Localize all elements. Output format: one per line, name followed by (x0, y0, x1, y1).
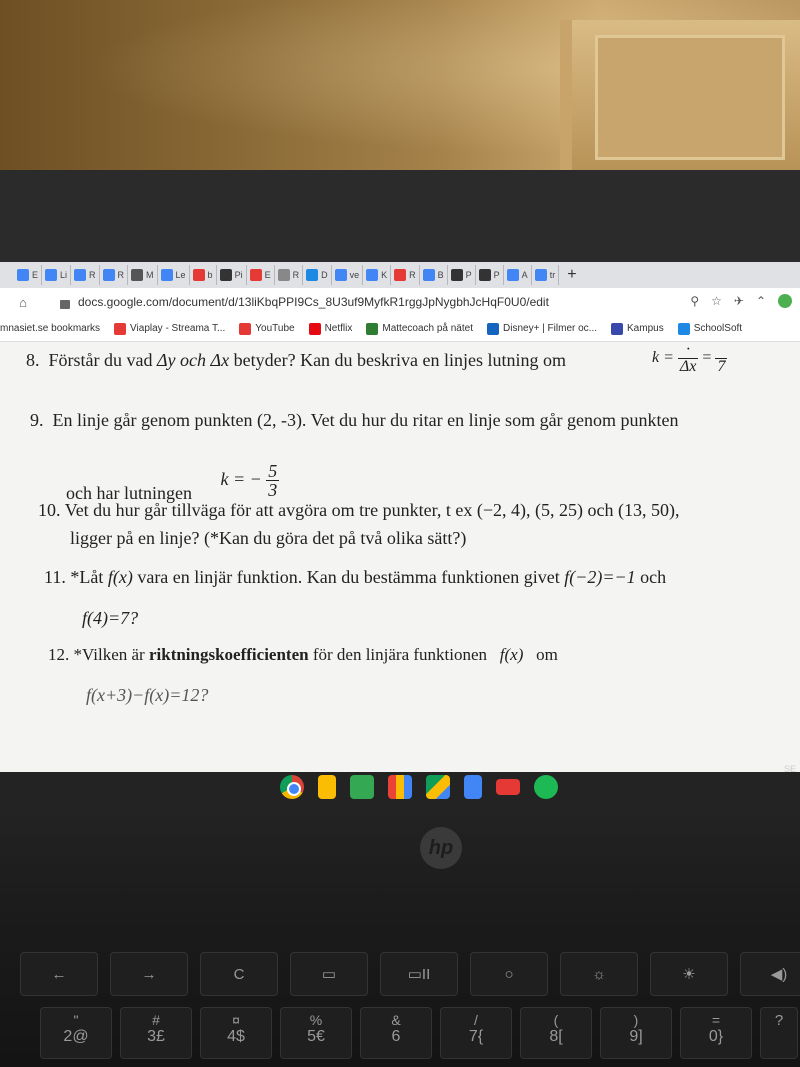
tab-label: Le (175, 270, 186, 280)
star-icon[interactable]: ☆ (711, 294, 722, 308)
key-lower-label: 9] (629, 1028, 643, 1045)
globe-icon (131, 269, 143, 281)
question-12 (48, 645, 558, 665)
key-upper-label: ¤ (232, 1012, 240, 1028)
key-upper-label: ? (774, 1012, 784, 1029)
question-number: 8. (26, 350, 40, 370)
q12-mid: för den linjära funktionen (312, 645, 488, 664)
delta-x: Δx (210, 350, 230, 370)
grid-icon (451, 269, 463, 281)
tab-label: P (465, 270, 472, 280)
question-number: 9. (30, 410, 44, 430)
question-11 (44, 567, 666, 588)
q9-formula (220, 461, 279, 500)
question-number: 12. (48, 645, 70, 664)
gmail-icon[interactable] (388, 775, 412, 799)
browser-tab[interactable] (476, 265, 504, 285)
docs-icon (74, 269, 86, 281)
q9-line2: och har lutningen (66, 482, 192, 503)
tab-label: E (32, 270, 39, 280)
laptop-bezel (0, 170, 800, 262)
tab-label: R (292, 270, 300, 280)
bookmark-item[interactable] (0, 323, 100, 334)
browser-tab[interactable] (100, 265, 129, 285)
q10-line2-wrap (70, 528, 466, 549)
os-shelf (0, 764, 800, 817)
keep-icon[interactable] (318, 775, 336, 799)
browser-tab[interactable] (504, 265, 532, 285)
key-lower-label: 8[ (549, 1028, 563, 1045)
tab-label: P (493, 270, 500, 280)
bookmark-label: Disney+ | Filmer oc... (503, 323, 598, 334)
q9-k-expr: k = − (220, 468, 262, 489)
zoom-icon[interactable]: ⚲ (690, 294, 700, 308)
function-key[interactable]: ← (20, 952, 98, 996)
function-key[interactable]: ☀ (650, 952, 728, 996)
tab-label: Li (60, 270, 68, 280)
number-key[interactable] (440, 1007, 512, 1059)
pin-icon[interactable]: ✈ (733, 294, 744, 308)
function-key[interactable]: ☼ (560, 952, 638, 996)
plus-red-icon (193, 269, 205, 281)
browser-tab[interactable] (448, 265, 476, 285)
function-key[interactable]: → (110, 952, 188, 996)
google-icon (535, 269, 547, 281)
hp-logo: hp (420, 827, 462, 869)
google-icon (335, 269, 347, 281)
browser-tab[interactable] (247, 265, 275, 285)
browser-tab[interactable] (190, 265, 217, 285)
tab-label: M (146, 270, 154, 280)
browser-tab[interactable] (420, 265, 448, 285)
bookmark-label: Kampus (627, 323, 664, 334)
bookmark-item[interactable] (611, 323, 664, 335)
pen-icon (278, 269, 290, 281)
browser-tab[interactable] (332, 265, 364, 285)
number-key[interactable] (760, 1007, 798, 1059)
bookmark-label: YouTube (255, 323, 295, 334)
q9-fraction: $\frac{5}{3}$ (268, 461, 278, 500)
key-upper-label: ) (633, 1012, 639, 1028)
tab-label: tr (549, 270, 556, 280)
question-10 (38, 500, 679, 521)
q11-cond2: f(4)=7? (82, 608, 139, 628)
function-key[interactable]: ◀) (740, 952, 800, 996)
q8-k-expr: k = (652, 349, 674, 367)
q12-equation: f(x+3)−f(x)=12? (86, 685, 209, 705)
document-page (0, 342, 800, 772)
q12-equation-wrap (86, 685, 208, 706)
q10-line1: Vet du hur går tillväga för att avgöra om tre punkter, t ex (−2, 4), (5, 25) och (13, 50), (64, 500, 680, 520)
q11-line2-wrap (82, 608, 138, 629)
netflix-icon (309, 323, 321, 335)
tab-label: ve (349, 270, 360, 280)
number-key[interactable] (680, 1007, 752, 1059)
q9-line2-wrap (66, 452, 278, 503)
bookmark-item[interactable] (239, 323, 294, 335)
kampus-icon (611, 323, 623, 335)
browser-tab[interactable] (303, 265, 332, 285)
q8-eq: = (702, 349, 712, 367)
q8-fraction-1: $\frac{\cdot}{\Delta x}$ (679, 341, 697, 375)
function-key[interactable]: ▭II (380, 952, 458, 996)
key-upper-label: / (474, 1012, 478, 1028)
mattecoach-icon (366, 323, 378, 335)
key-lower-label: 3£ (147, 1028, 165, 1045)
google-icon (366, 269, 378, 281)
key-upper-label: " (73, 1012, 79, 1028)
tab-label: E (264, 270, 271, 280)
q12-om: om (536, 645, 558, 664)
bookmark-item[interactable] (678, 323, 742, 335)
q8-formula (652, 342, 727, 375)
address-bar[interactable] (0, 288, 800, 316)
browser-tab[interactable] (275, 265, 304, 285)
docs-icon (161, 269, 173, 281)
number-key[interactable] (520, 1007, 592, 1059)
q9-line1: En linje går genom punkten (2, -3). Vet du hur du ritar en linje som går genom punkten (52, 410, 679, 430)
q11-fx: f(x) (107, 567, 133, 587)
bookmark-label: Mattecoach på nätet (382, 323, 473, 334)
bookmark-item[interactable] (309, 323, 353, 335)
q12-bold: riktningskoefficienten (148, 645, 309, 664)
key-lower-label: 6 (391, 1028, 401, 1045)
key-upper-label: % (309, 1012, 323, 1028)
browser-tab[interactable] (217, 265, 247, 285)
laptop-screen (0, 262, 800, 772)
key-lower-label: 0} (708, 1028, 724, 1045)
number-key[interactable] (360, 1007, 432, 1059)
function-key[interactable]: ○ (470, 952, 548, 996)
tab-label: A (521, 270, 528, 280)
function-key[interactable]: C (200, 952, 278, 996)
spotify-icon[interactable] (534, 775, 558, 799)
number-key[interactable] (280, 1007, 352, 1059)
bookmark-item[interactable] (487, 323, 597, 335)
url-text[interactable]: docs.google.com/document/d/13liKbqPPI9Cs_8U3uf9MyfkR1rggJpNygbhJcHqF0U0/edit (78, 295, 549, 309)
browser-tab[interactable] (14, 265, 42, 285)
grid-icon (479, 269, 491, 281)
plus-red-icon (250, 269, 262, 281)
q8-och: och (180, 350, 207, 370)
tab-label: b (207, 270, 213, 280)
download-icon (306, 269, 318, 281)
delta-y: Δy (156, 350, 176, 370)
q8-text-a: Förstår du vad (48, 350, 153, 370)
bookmarks-bar (0, 316, 800, 342)
tab-label: K (381, 270, 388, 280)
classroom-icon[interactable] (350, 775, 374, 799)
youtube-icon (394, 269, 406, 281)
key-lower-label: 4$ (227, 1028, 245, 1045)
browser-tab[interactable] (391, 265, 420, 285)
question-9 (30, 410, 679, 431)
youtube-icon (239, 323, 251, 335)
docs-icon[interactable] (464, 775, 482, 799)
browser-tab[interactable] (42, 265, 71, 285)
docs-icon (103, 269, 115, 281)
number-key[interactable] (600, 1007, 672, 1059)
key-lower-label: 5€ (307, 1028, 325, 1045)
browser-tab-bar (0, 262, 800, 288)
drive-icon[interactable] (426, 775, 450, 799)
status-text: SE (783, 764, 796, 774)
q8-fraction-2: 7 (715, 342, 727, 375)
chrome-icon[interactable] (280, 775, 304, 799)
q10-line2: ligger på en linje? (*Kan du göra det på två olika sätt?) (70, 528, 467, 548)
tab-label: Pi (234, 270, 243, 280)
bookmark-item[interactable] (114, 323, 225, 335)
key-upper-label: # (152, 1012, 160, 1028)
new-tab-button[interactable]: + (567, 266, 577, 283)
url-actions (690, 294, 792, 308)
key-upper-label: & (391, 1012, 401, 1028)
function-key[interactable]: ▭ (290, 952, 368, 996)
q12-fx: f(x) (499, 645, 524, 664)
question-number: 11. (44, 567, 66, 587)
home-icon[interactable]: ⌂ (19, 294, 27, 310)
browser-tab[interactable] (71, 265, 100, 285)
bookmark-label: Netflix (324, 323, 353, 334)
tab-label: R (409, 270, 416, 280)
google-icon (423, 269, 435, 281)
key-upper-label: = (711, 1012, 721, 1028)
q11-line1b: vara en linjär funktion. Kan du bestämma funktionen givet (137, 567, 560, 587)
grid-icon (220, 269, 232, 281)
bookmark-item[interactable] (366, 323, 473, 335)
disney-icon (487, 323, 499, 335)
google-icon (507, 269, 519, 281)
browser-tab[interactable] (128, 265, 158, 285)
tab-label: R (89, 270, 96, 280)
key-lower-label: 7{ (468, 1028, 484, 1045)
key-upper-label: ( (553, 1012, 559, 1028)
shelf-apps (280, 772, 558, 802)
key-lower-label: 2@ (63, 1028, 89, 1045)
bookmark-label: mnasiet.se bookmarks (0, 323, 101, 334)
question-8 (26, 350, 566, 371)
viaplay-icon (114, 323, 126, 335)
q11-lat: *Låt (70, 567, 104, 587)
docs-icon (17, 269, 29, 281)
laptop-body (0, 817, 800, 1067)
number-key[interactable] (40, 1007, 112, 1059)
lock-icon (60, 300, 70, 309)
browser-tab[interactable] (363, 265, 391, 285)
extension-icon[interactable] (778, 294, 792, 308)
door-panel (595, 35, 785, 160)
question-number: 10. (38, 500, 61, 520)
bookmark-label: SchoolSoft (693, 323, 743, 334)
q12-prefix: *Vilken är (73, 645, 145, 664)
tab-label: D (321, 270, 328, 280)
q11-cond1: f(−2)=−1 (564, 567, 636, 587)
q8-text-b: betyder? Kan du beskriva en linjes lutning om (233, 350, 567, 370)
bookmark-label: Viaplay - Streama T... (130, 323, 226, 334)
tab-label: R (117, 270, 125, 280)
browser-tab[interactable] (532, 265, 560, 285)
schoolsoft-icon (678, 323, 690, 335)
chevron-up-icon[interactable]: ⌃ (755, 294, 766, 308)
youtube-icon[interactable] (496, 779, 520, 795)
number-key[interactable] (120, 1007, 192, 1059)
docs-icon (45, 269, 57, 281)
browser-tab[interactable] (158, 265, 190, 285)
tab-label: B (437, 270, 444, 280)
q11-och: och (640, 567, 667, 587)
number-key[interactable] (200, 1007, 272, 1059)
